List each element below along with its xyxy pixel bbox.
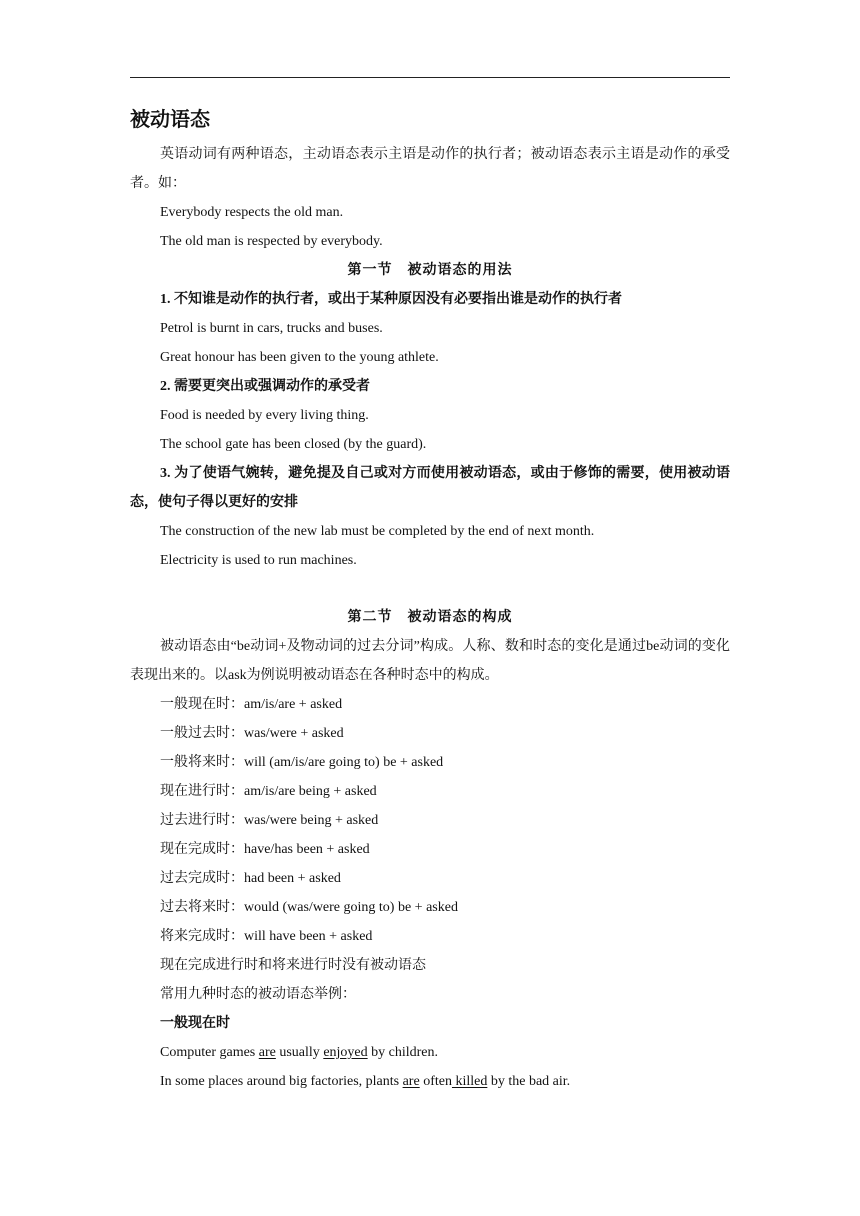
tense-line: 过去将来时：would (was/were going to) be + asked: [160, 900, 458, 915]
no-passive-note: 现在完成进行时和将来进行时没有被动语态: [160, 958, 426, 973]
example-text: usually: [275, 1045, 324, 1060]
tense-line: 一般过去时：was/were + asked: [160, 726, 344, 741]
tense-line: 一般将来时：will (am/is/are going to) be + asked: [160, 755, 444, 770]
underlined-verb: killed: [451, 1074, 488, 1089]
example-text: by children.: [367, 1045, 439, 1060]
usage-2-example-1: Food is needed by every living thing.: [160, 408, 369, 423]
intro-example-1: Everybody respects the old man.: [160, 205, 344, 220]
usage-3-example-2: Electricity is used to run machines.: [160, 553, 357, 568]
tense-line: 过去完成时：had been + asked: [160, 871, 341, 886]
tense-subheading: 一般现在时: [160, 1016, 230, 1031]
usage-3-example-1: The construction of the new lab must be completed by the end of next month.: [160, 524, 595, 539]
usage-1-example-2: Great honour has been given to the young athlete.: [160, 350, 439, 365]
tense-line: 现在进行时：am/is/are being + asked: [160, 784, 377, 799]
tense-line: 过去进行时：was/were being + asked: [160, 813, 379, 828]
page-title: 被动语态: [130, 109, 210, 131]
usage-2-example-2: The school gate has been closed (by the guard).: [160, 437, 427, 452]
tense-example-1: [130, 1038, 730, 1067]
underlined-verb: are: [258, 1045, 276, 1060]
examples-intro: 常用九种时态的被动语态举例：: [160, 987, 356, 1002]
section2-intro: 被动语态由“be动词+及物动词的过去分词”构成。人称、数和时态的变化是通过be动词的变化表现出来的。以ask为例说明被动语态在各种时态中的构成。: [130, 639, 730, 683]
tense-line: 将来完成时：will have been + asked: [160, 929, 373, 944]
usage-3-heading: 3. 为了使语气婉转，避免提及自己或对方而使用被动语态，或由于修饰的需要，使用被动语态，使句子得以更好的安排: [130, 466, 730, 510]
intro-paragraph: 英语动词有两种语态，主动语态表示主语是动作的执行者；被动语态表示主语是动作的承受者。如：: [130, 147, 730, 191]
example-text: often: [419, 1074, 452, 1089]
tense-line: 现在完成时：have/has been + asked: [160, 842, 370, 857]
header-rule: [130, 77, 730, 78]
example-text: In some places around big factories, plants: [160, 1074, 403, 1089]
usage-1-example-1: Petrol is burnt in cars, trucks and buses.: [160, 321, 383, 336]
section-spacer: [130, 575, 730, 603]
tense-line: 一般现在时：am/is/are + asked: [160, 697, 343, 712]
usage-1-heading: 1. 不知谁是动作的执行者，或出于某种原因没有必要指出谁是动作的执行者: [160, 292, 622, 307]
usage-2-heading: 2. 需要更突出或强调动作的承受者: [160, 379, 370, 394]
example-text: by the bad air.: [487, 1074, 571, 1089]
underlined-verb: enjoyed: [323, 1045, 368, 1060]
example-text: Computer games: [160, 1045, 259, 1060]
underlined-verb: are: [402, 1074, 420, 1089]
document-body: [130, 100, 730, 1096]
section1-heading: 第一节 被动语态的用法: [347, 263, 513, 278]
tense-example-2: [130, 1067, 730, 1096]
section2-heading: 第二节 被动语态的构成: [347, 610, 513, 625]
intro-example-2: The old man is respected by everybody.: [160, 234, 383, 249]
